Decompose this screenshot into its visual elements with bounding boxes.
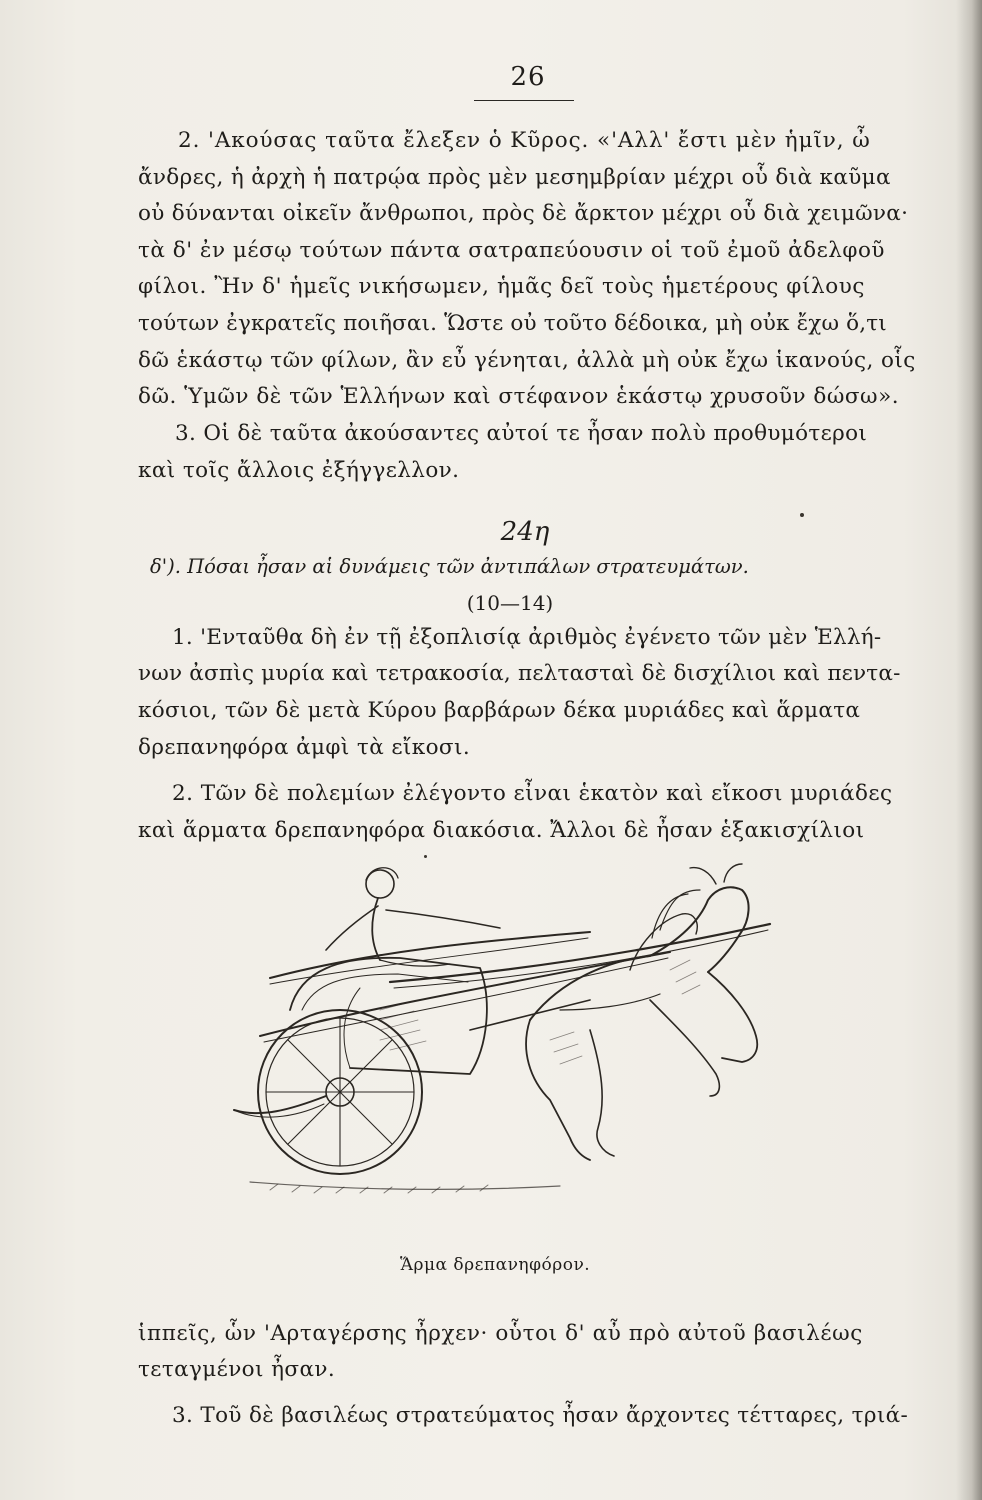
text-line: ἄνδρες, ἡ ἀρχὴ ἡ πατρῴα πρὸς μὲν μεσημβρίαν μέχρι οὗ διὰ καῦμα (138, 165, 891, 190)
figure-caption: Ἅρμα δρεπανηφόρον. (400, 1255, 591, 1275)
text-line: δῶ ἑκάστῳ τῶν φίλων, ἂν εὖ γένηται, ἀλλὰ μὴ οὐκ ἔχω ἱκανούς, οἷς (138, 348, 916, 373)
text-line: 3. Οἱ δὲ ταῦτα ἀκούσαντες αὐτοί τε ἦσαν πολὺ προθυμότεροι (175, 421, 868, 446)
text-line: δῶ. Ὑμῶν δὲ τῶν Ἑλλήνων καὶ στέφανον ἑκάστῳ χρυσοῦν δώσω». (138, 384, 900, 409)
text-line: 1. 'Ενταῦθα δὴ ἐν τῇ ἐξοπλισίᾳ ἀριθμὸς ἐγένετο τῶν μὲν Ἑλλή- (172, 625, 882, 650)
page-number-rule (474, 100, 574, 101)
text-line: τὰ δ' ἐν μέσῳ τούτων πάντα σατραπεύουσιν οἱ τοῦ ἐμοῦ ἀδελφοῦ (138, 238, 885, 263)
text-line: 2. 'Ακούσας ταῦτα ἔλεξεν ὁ Κῦρος. «'Αλλ' ἔστι μὲν ἡμῖν, ὦ (178, 128, 871, 153)
print-speck (424, 855, 427, 858)
text-line: τούτων ἐγκρατεῖς ποιῆσαι. Ὥστε οὐ τοῦτο δέδοικα, μὴ οὐκ ἔχω ὅ,τι (138, 311, 887, 336)
section-range: (10—14) (466, 591, 554, 615)
text-line: καὶ τοῖς ἄλλοις ἐξήγγελλον. (138, 458, 460, 483)
section-number: 24η (500, 517, 550, 547)
page-number: 26 (510, 62, 546, 92)
print-speck (800, 513, 804, 517)
section-subtitle: δ'). Πόσαι ἦσαν αἱ δυνάμεις τῶν ἀντιπάλων στρατευμάτων. (150, 555, 749, 578)
text-line: κόσιοι, τῶν δὲ μετὰ Κύρου βαρβάρων δέκα μυριάδες καὶ ἅρματα (138, 698, 861, 723)
scythed-chariot-illustration (230, 860, 790, 1220)
text-line: 3. Τοῦ δὲ βασιλέως στρατεύματος ἦσαν ἄρχοντες τέτταρες, τριά- (172, 1403, 909, 1428)
text-line: τεταγμένοι ἦσαν. (138, 1357, 336, 1382)
text-line: ἱππεῖς, ὧν 'Αρταγέρσης ἦρχεν· οὗτοι δ' αὖ πρὸ αὐτοῦ βασιλέως (138, 1321, 863, 1346)
text-line: φίλοι. Ἢν δ' ἡμεῖς νικήσωμεν, ἡμᾶς δεῖ τοὺς ἡμετέρους φίλους (138, 274, 866, 299)
text-line: 2. Τῶν δὲ πολεμίων ἐλέγοντο εἶναι ἑκατὸν καὶ εἴκοσι μυριάδες (172, 781, 893, 806)
text-line: δρεπανηφόρα ἀμφὶ τὰ εἴκοσι. (138, 735, 471, 760)
text-line: καὶ ἅρματα δρεπανηφόρα διακόσια. Ἄλλοι δὲ ἦσαν ἑξακισχίλιοι (138, 818, 865, 843)
text-line: νων ἀσπὶς μυρία καὶ τετρακοσία, πελτασταὶ δὲ δισχίλιοι καὶ πεντα- (138, 661, 901, 686)
text-line: οὐ δύνανται οἰκεῖν ἄνθρωποι, πρὸς δὲ ἄρκτον μέχρι οὗ διὰ χειμῶνα· (138, 201, 909, 226)
page-gutter-shadow (956, 0, 982, 1500)
